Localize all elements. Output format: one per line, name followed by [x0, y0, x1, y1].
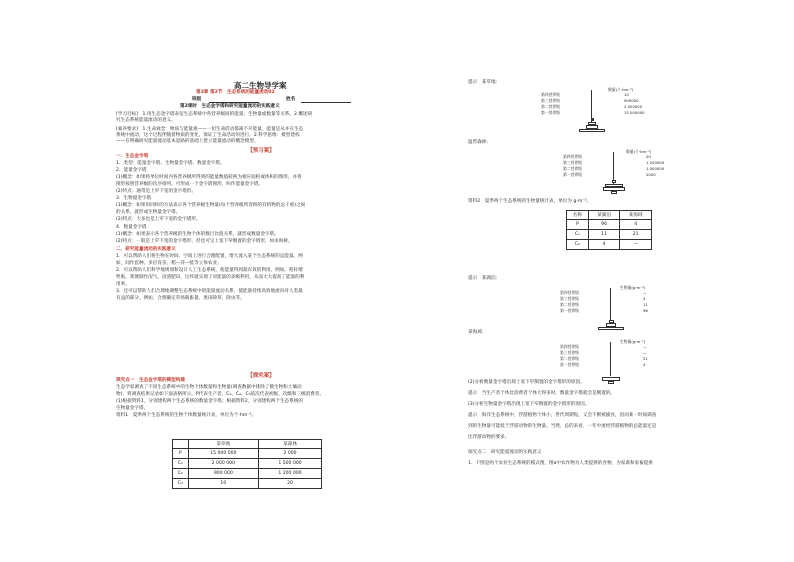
forest-pyramid [468, 148, 768, 194]
data2-caption: 资料2 夏季两个生态系统的生物量统计表，单位为 g·m⁻²。 [468, 199, 592, 204]
right.table2-cell: 96 [588, 220, 620, 230]
table-row [567, 240, 652, 250]
left-line-14: 1．可以帮助人们将生物在时间、空间上进行合理配置，增大流入某个生态系统的总能量。例 [116, 254, 303, 259]
table-row [173, 459, 322, 469]
table-row [567, 220, 652, 230]
right.table2-header-cell: 名称 [567, 211, 589, 220]
lake-level-value: 4 [643, 296, 646, 301]
sea-bar [608, 381, 614, 384]
lake-level-label: 第二营养级 [560, 302, 579, 307]
table1-cell: C₂ [173, 469, 189, 479]
left-line-10: 4．数量金字塔 [116, 225, 147, 230]
right.table2-cell: 21 [620, 230, 652, 240]
right.table2-cell: 11 [588, 230, 620, 240]
lake-level-label: 第四营养级 [560, 290, 579, 295]
sea-level-label: 第二营养级 [560, 356, 579, 361]
class-label: 班级 [192, 97, 202, 102]
answer-3-line-1: 提示 海洋生态系统中，浮游植物个体小，世代周期短，又会不断被捕食，因而某一时间调查 [468, 413, 657, 418]
table1-header-cell: 某草地 [188, 440, 258, 449]
sea-level-value: 4 [643, 362, 646, 367]
forest-axis-label: 数量(个·hm⁻²) [626, 149, 652, 154]
answer-3-line-3: 比浮游动物的要多。 [468, 435, 510, 440]
forest-level-value: 20 [646, 154, 651, 159]
right.table2-cell: P [567, 220, 589, 230]
left-line-5: (2)特点：通常是上窄下宽的金字塔形。 [116, 189, 197, 194]
left-line-17: 牲畜，粪便制作沼气，沼渣肥田，这样就实现了对能量的多级利用，从而大大提高了能量的利 [116, 275, 305, 280]
left-line-20: 有益的部分。例如，合理确定草场载畜量、奥田除草、除虫等。 [116, 296, 245, 301]
lesson-title: 第2课时 生态金字塔和研究能量流动的实践意义 [180, 104, 280, 109]
name-label: 姓名 [286, 97, 296, 102]
sea-level-value: — [643, 350, 647, 355]
table1-header-cell [173, 440, 189, 449]
grassland-level-label: 第二营养级 [541, 104, 560, 109]
chapter-subtitle: 第3章 第2节 生态系统的能量流动02 [196, 90, 275, 95]
hint-lake: 提示 某湖泊： [468, 276, 501, 281]
table1-cell: 1 200 000 [259, 469, 322, 479]
left-line-6: 3．生物量金字塔 [116, 196, 152, 201]
grassland-level-value: 15 000000 [624, 110, 645, 115]
table-row [173, 449, 322, 459]
table1-cell: 1 500 000 [259, 459, 322, 469]
forest-bar [611, 191, 617, 194]
goal-line-1: [学习目标] 1.用生态金字塔表征生态系统中各营养级间的能量、生物量或数量等关系。2.概述研 [116, 112, 313, 117]
explore-heading: 【探究案】 [247, 373, 275, 379]
sea-axis [610, 342, 611, 376]
left-line-26: 资料1 夏季两个生态系统的生物个体数量统计表，单位为个·hm⁻²。 [116, 413, 257, 418]
question-3: (3)分析生物量金字塔出现上宽下窄倒置的金字塔形的原因。 [468, 402, 590, 407]
table-row [173, 479, 322, 489]
left-line-19: 3．还可以帮助人们合理地调整生态系统中的能量流动关系，使能量持续高效地流向对人类最 [116, 289, 303, 294]
grassland-pyramid [468, 86, 768, 136]
left-line-0: 一、生态金字塔 [116, 154, 149, 159]
hint-grassland: 提示 某草地： [468, 80, 501, 85]
grassland-level-label: 第三营养级 [541, 98, 560, 103]
sea-title: 某海域： [468, 330, 487, 335]
goal-line-5: ——在明确研究能量流动基本思路的基础上建立能量流动的概念模型。 [116, 139, 259, 144]
grassland-level-value: 2 000000 [624, 104, 643, 109]
right.table2-cell: C₁ [567, 230, 589, 240]
sea-pyramid [468, 338, 768, 378]
table1-cell: 2 000 000 [188, 459, 258, 469]
left-line-24: (1)根据资料1，分别建构两个生态系统的数量金字塔；根据资料2，分别建构两个生态系统的 [116, 399, 303, 404]
sea-level-value: 21 [643, 356, 648, 361]
table1-cell: 10 [188, 479, 258, 489]
right.table2-header-cell: 某湖泊 [588, 211, 620, 220]
table1-cell: 900 000 [188, 469, 258, 479]
grassland-bar [579, 129, 605, 132]
right.table2-cell: 4 [588, 240, 620, 250]
left-line-22: 生态学家调查了不同生态系统中的生物个体数量和生物量(调查数据中排除了微生物和土壤动 [116, 385, 302, 390]
lake-bar [598, 327, 624, 330]
left-line-3: (1)概念：如果将单位时间内各营养级所得到的能量数值转换为相应面积或体积的图形，并将 [116, 175, 302, 180]
left-line-16: 2．可以帮助人们科学地规划和设计人工生态系统，使能量得到最有效的利用。例如，秸秆喂 [116, 268, 303, 273]
left-line-21: 探究点一 生态金字塔的模型构建 [116, 378, 185, 383]
sea-level-label: 第四营养级 [560, 344, 579, 349]
table1-cell: 15 000 000 [188, 449, 258, 459]
left-line-1: 1．类型：能量金字塔、生物量金字塔、数量金字塔。 [116, 161, 225, 166]
name-blank [301, 97, 351, 103]
left-line-18: 用率。 [116, 282, 130, 287]
sea-level-label: 第一营养级 [560, 362, 579, 367]
lake-axis [610, 288, 611, 324]
grassland-level-value: 10 [624, 92, 629, 97]
goal-line-4: 系统中流动，这个过程伴随着物质的变化，保证了生命活动的进行。2.科学思维：模型建构 [116, 133, 300, 138]
left-line-11: (1)概念：如果表示各个营养级的生物个体的数目比值关系，就形成数量金字塔。 [116, 232, 279, 237]
forest-level-value: 1 200000 [646, 160, 665, 165]
grassland-level-value: 900000 [624, 98, 639, 103]
answer-3-line-2: 到的生物量可能低于浮游动物的生物量。当然，总的来看，一年中流经浮游植物的总能量还是 [468, 424, 657, 429]
left-line-4: 图形按照营养级的次序排列，可形成一个金字塔图形，叫作能量金字塔。 [116, 182, 264, 187]
left-line-8: 的关系，就形成生物量金字塔。 [116, 210, 181, 215]
class-blank [209, 97, 259, 103]
table1-cell: 20 [259, 479, 322, 489]
lake-level-label: 第三营养级 [560, 296, 579, 301]
sea-level-value: — [643, 344, 647, 349]
lake-level-value: 96 [643, 308, 648, 313]
lake-level-value: 11 [643, 302, 648, 307]
left-line-12: (2)特点：一般是上窄下宽的金字塔形，但也可呈上宽下窄倒置的金字塔形，如虫和树。 [116, 239, 293, 244]
table1-cell: 2 000 [259, 449, 322, 459]
forest-level-value: 1 500000 [646, 166, 665, 171]
table-biomass [566, 210, 652, 250]
preview-heading: 【预习案】 [247, 148, 275, 154]
left-line-13: 二、研究能量流动的实践意义 [116, 247, 176, 252]
table1-header-cell: 某森林 [259, 440, 322, 449]
table1-cell: C₁ [173, 459, 189, 469]
left-line-9: (2)特点：大多也是上窄下宽的金字塔形。 [116, 217, 201, 222]
forest-level-label: 第一营养级 [563, 172, 582, 177]
right.table2-cell: — [620, 240, 652, 250]
left-line-25: 生物量金字塔。 [116, 406, 149, 411]
forest-title: 温带森林： [468, 140, 491, 145]
grassland-axis-label: 数量(个·hm⁻²) [608, 87, 634, 92]
goal-line-3: [素养要求] 1.生命观念：物质与能量观——一切生命活动都离不开能量，能量是从并在生态 [116, 127, 304, 132]
forest-level-label: 第二营养级 [563, 166, 582, 171]
table1-cell: P [173, 449, 189, 459]
goal-line-2: 究生态系统能量流动的意义。 [116, 118, 176, 123]
explore-point-2: 探究点二 研究能量流动的实践意义 [468, 450, 542, 455]
right.table2-header-cell: 某海域 [620, 211, 652, 220]
left-line-2: 2．能量金字塔 [116, 168, 147, 173]
forest-level-label: 第四营养级 [563, 154, 582, 159]
answer-2: 提示 当生产者个体比消费者个体大得多时，数量金字塔就会是倒置的。 [468, 391, 616, 396]
lake-level-value: — [643, 290, 647, 295]
table-row [567, 230, 652, 240]
lake-axis-label: 生物量(g·m⁻²) [620, 285, 646, 290]
grassland-level-label: 第一营养级 [541, 110, 560, 115]
grassland-level-label: 第四营养级 [541, 92, 560, 97]
final-question: 1．下图是两个农业生态系统的模式图，图a中农作物为人类提供的食物、为家禽和家畜提供 [468, 461, 653, 466]
question-2: (2)分析数量金字塔出现上宽下窄倒置的金字塔形的原因。 [468, 380, 585, 385]
right.table2-cell: C₂ [567, 240, 589, 250]
page-title: 高二生物导学案 [234, 81, 287, 90]
left-line-7: (1)概念：如果用同样的方法表示各个营养级生物量(每个营养级所容纳的有机物的总干重)之间 [116, 203, 306, 208]
sea-axis-label: 生物量(g·m⁻²) [620, 339, 646, 344]
left-line-15: 如，间作套种、多层育苗、稻—萍—蛙等立体农业。 [116, 261, 222, 266]
forest-level-value: 2000 [646, 172, 656, 177]
table-individual-counts [172, 439, 322, 489]
forest-level-label: 第三营养级 [563, 160, 582, 165]
table-row [173, 469, 322, 479]
lake-pyramid [468, 284, 768, 328]
table1-cell: C₃ [173, 479, 189, 489]
left-line-23: 物)，将调查结果记录如下面表格所示，P代表生产者，C₁、C₂、C₃依次代表初级、次级和三级消费者。 [116, 392, 325, 397]
sea-level-label: 第三营养级 [560, 350, 579, 355]
lake-level-label: 第一营养级 [560, 308, 579, 313]
right.table2-cell: 4 [620, 220, 652, 230]
